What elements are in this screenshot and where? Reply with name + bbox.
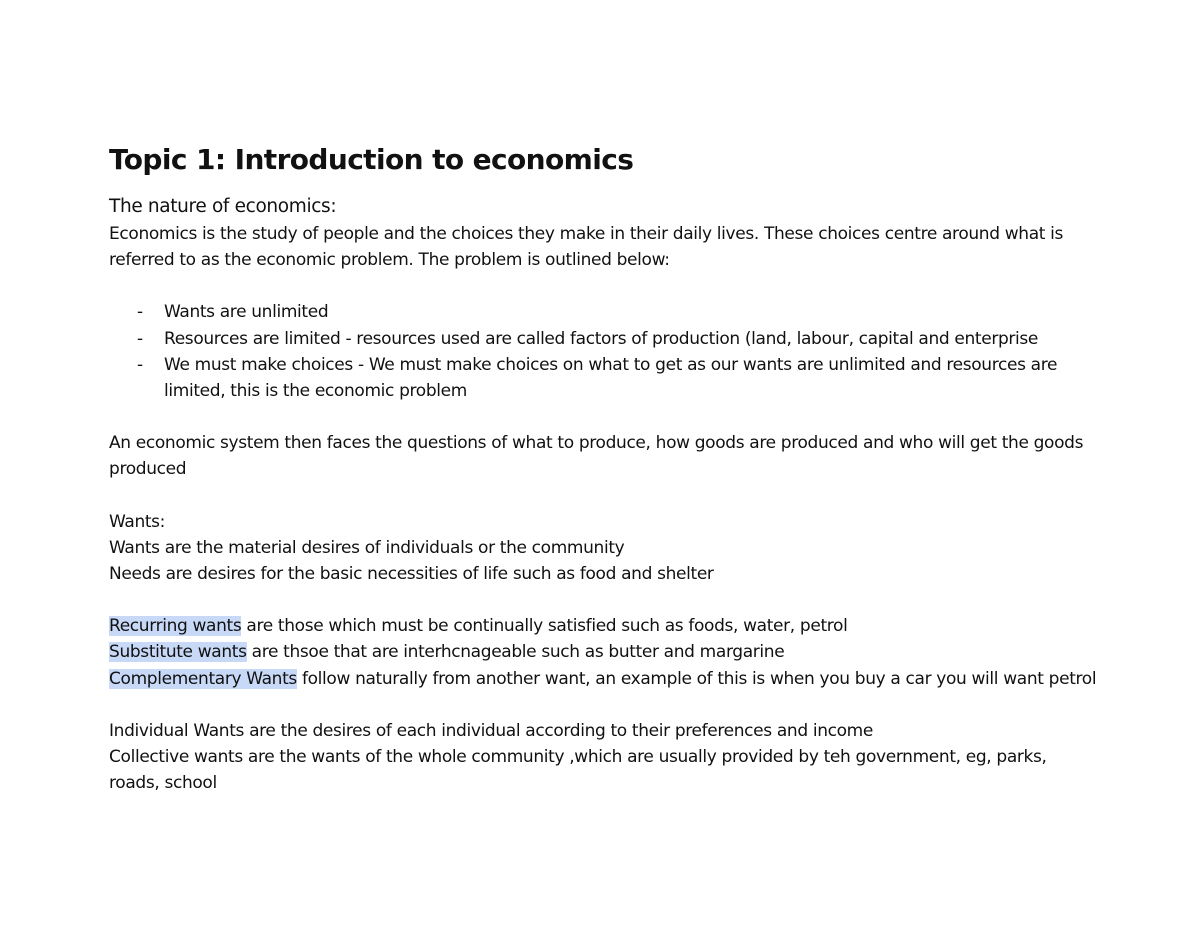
- economic-system-paragraph: An economic system then faces the questions of what to produce, how goods are produced and who will get the goods produced: [109, 433, 1084, 480]
- collective-wants-paragraph: Collective wants are the wants of the whole community ,which are usually provided by teh government, eg, parks, roads, school: [109, 747, 1047, 794]
- intro-paragraph: Economics is the study of people and the choices they make in their daily lives. These choices centre around what is referred to as the economic problem. The problem is outlined below:: [109, 224, 1064, 271]
- complementary-wants-text: follow naturally from another want, an example of this is when you buy a car you will want petrol: [296, 668, 1097, 689]
- spacer: [109, 273, 1099, 299]
- substitute-wants-text: are thsoe that are interhcnageable such as butter and margarine: [246, 642, 785, 663]
- wants-definition: Wants are the material desires of individuals or the community: [109, 537, 625, 558]
- complementary-wants-line: [109, 666, 1099, 692]
- list-item: [109, 326, 1099, 352]
- list-item: [109, 299, 1099, 325]
- bullet-dash: -: [137, 328, 143, 349]
- recurring-wants-term-highlight[interactable]: Recurring wants: [109, 616, 242, 637]
- list-item: [109, 352, 1099, 404]
- list-item-text: Resources are limited - resources used are called factors of production (land, labour, capital and enterprise: [164, 328, 1039, 349]
- page-title: Topic 1: Introduction to economics: [109, 143, 634, 176]
- spacer: [109, 483, 1099, 509]
- list-item-text: We must make choices - We must make choices on what to get as our wants are unlimited and resources are limited, this is the economic problem: [164, 354, 1058, 402]
- spacer: [109, 587, 1099, 613]
- needs-definition: Needs are desires for the basic necessities of life such as food and shelter: [109, 564, 714, 585]
- recurring-wants-line: [109, 613, 1099, 639]
- section-heading: The nature of economics:: [109, 196, 337, 217]
- economic-problem-list: [109, 299, 1099, 404]
- bullet-dash: -: [137, 354, 143, 375]
- complementary-wants-term-highlight[interactable]: Complementary Wants: [109, 668, 297, 689]
- spacer: [109, 404, 1099, 430]
- recurring-wants-text: are those which must be continually satisfied such as foods, water, petrol: [241, 616, 848, 637]
- wants-heading: Wants:: [109, 511, 166, 532]
- substitute-wants-term-highlight[interactable]: Substitute wants: [109, 642, 247, 663]
- list-item-text: Wants are unlimited: [164, 302, 329, 323]
- document-body: [109, 140, 1099, 796]
- bullet-dash: -: [137, 302, 143, 323]
- spacer: [109, 692, 1099, 718]
- substitute-wants-line: [109, 639, 1099, 665]
- individual-wants-paragraph: Individual Wants are the desires of each individual according to their preferences and income: [109, 720, 873, 741]
